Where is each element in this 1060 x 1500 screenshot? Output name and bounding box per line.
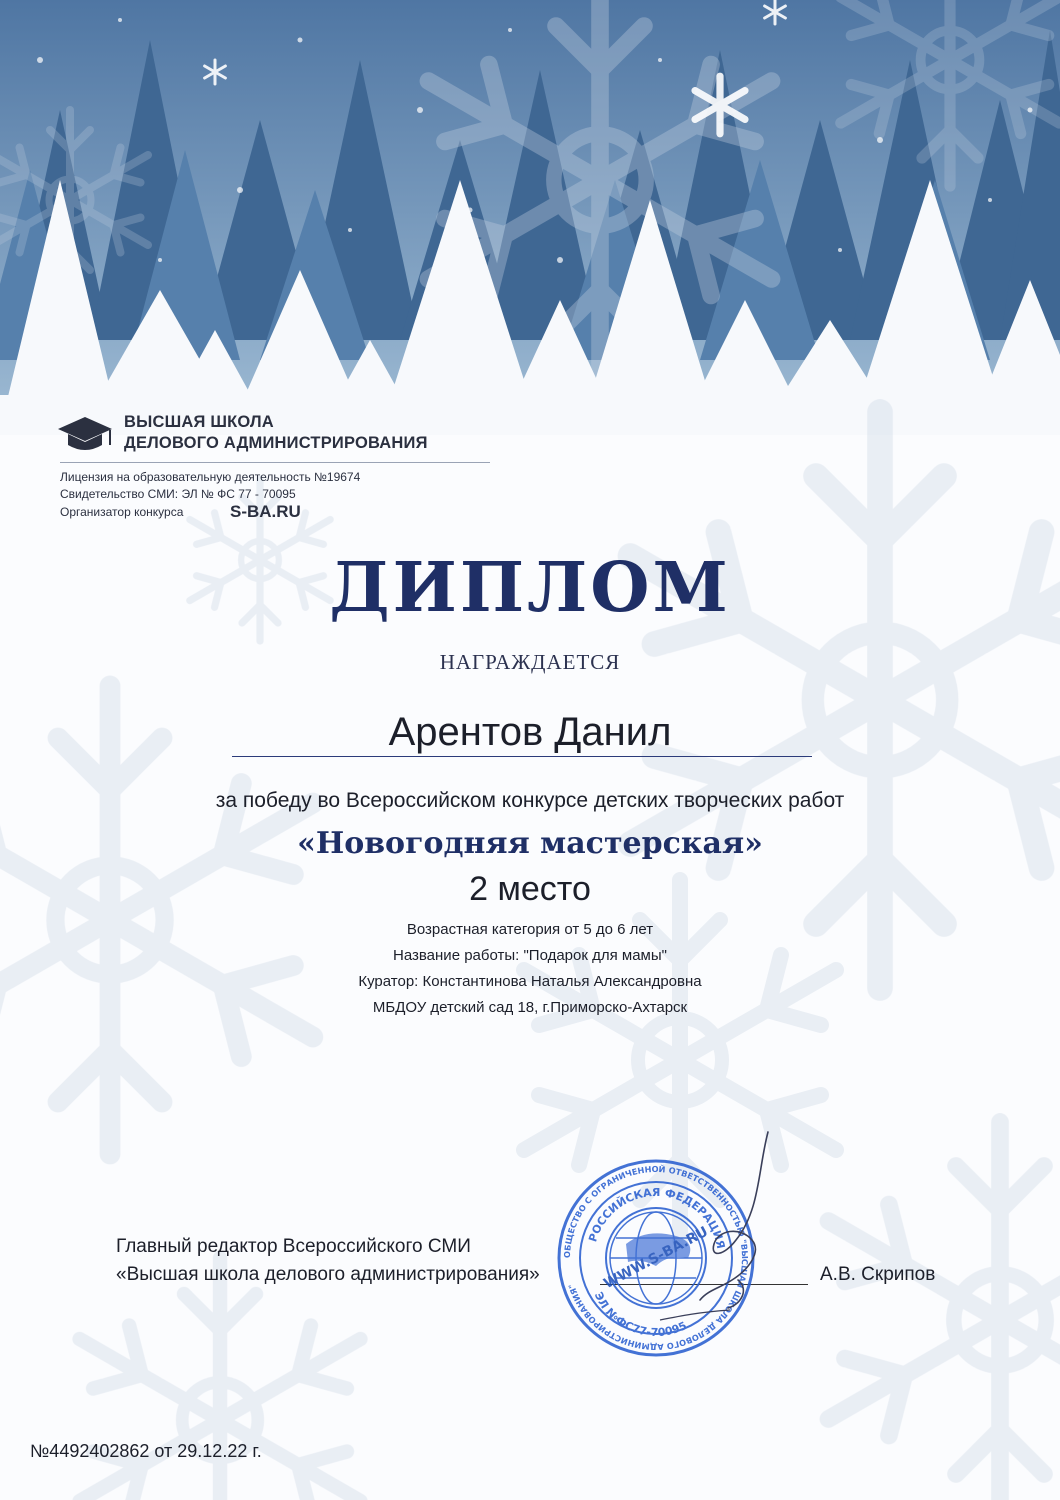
organization-logo <box>56 412 428 454</box>
organizer-label: Организатор конкурса <box>60 505 184 519</box>
handwritten-signature <box>640 1130 800 1330</box>
diploma-subtitle: НАГРАЖДАЕТСЯ <box>439 650 621 674</box>
signature-line1: Главный редактор Всероссийского СМИ <box>116 1236 471 1257</box>
diploma-number: №4492402862 от 29.12.22 г. <box>30 1441 262 1461</box>
license-text: Лицензия на образовательную деятельность №19674 <box>60 470 361 484</box>
signer-name: А.В. Скрипов <box>820 1264 936 1285</box>
recipient-name: Арентов Данил <box>388 710 672 754</box>
certificate-text: Свидетельство СМИ: ЭЛ № ФС 77 - 70095 <box>60 487 296 501</box>
graduation-cap-icon <box>56 413 114 453</box>
logo-line1: ВЫСШАЯ ШКОЛА <box>124 413 274 431</box>
detail-institution: МБДОУ детский сад 18, г.Приморско-Ахтарск <box>372 999 688 1016</box>
stamp-reg-text: ЭЛ №ФС77-70095 <box>591 1290 689 1340</box>
recipient-underline <box>232 756 812 757</box>
contest-name: «Новогодняя мастерская» <box>297 826 763 861</box>
signature-line2: «Высшая школа делового администрирования» <box>116 1264 540 1285</box>
organizer-site: S-BA.RU <box>230 502 301 521</box>
diploma-title: ДИПЛОМ <box>329 548 731 628</box>
award-place: 2 место <box>469 870 591 908</box>
logo-divider <box>60 462 490 463</box>
logo-line2: ДЕЛОВОГО АДМИНИСТРИРОВАНИЯ <box>124 434 428 452</box>
stamp-outer-text: ОБЩЕСТВО С ОГРАНИЧЕННОЙ ОТВЕТСТВЕННОСТЬЮ "ВЫСШАЯ ШКОЛА ДЕЛОВОГО АДМИНИСТРИРОВАНИЯ" <box>561 1163 751 1353</box>
award-reason: за победу во Всероссийском конкурсе детских творческих работ <box>215 789 845 812</box>
detail-work-title: Название работы: "Подарок для мамы" <box>393 947 667 964</box>
detail-age-category: Возрастная категория от 5 до 6 лет <box>406 921 654 938</box>
stamp-inner-text: РОССИЙСКАЯ ФЕДЕРАЦИЯ <box>586 1185 728 1250</box>
stamp-site: WWW.S-BA.RU <box>601 1223 711 1293</box>
detail-curator: Куратор: Константинова Наталья Александровна <box>358 973 702 990</box>
